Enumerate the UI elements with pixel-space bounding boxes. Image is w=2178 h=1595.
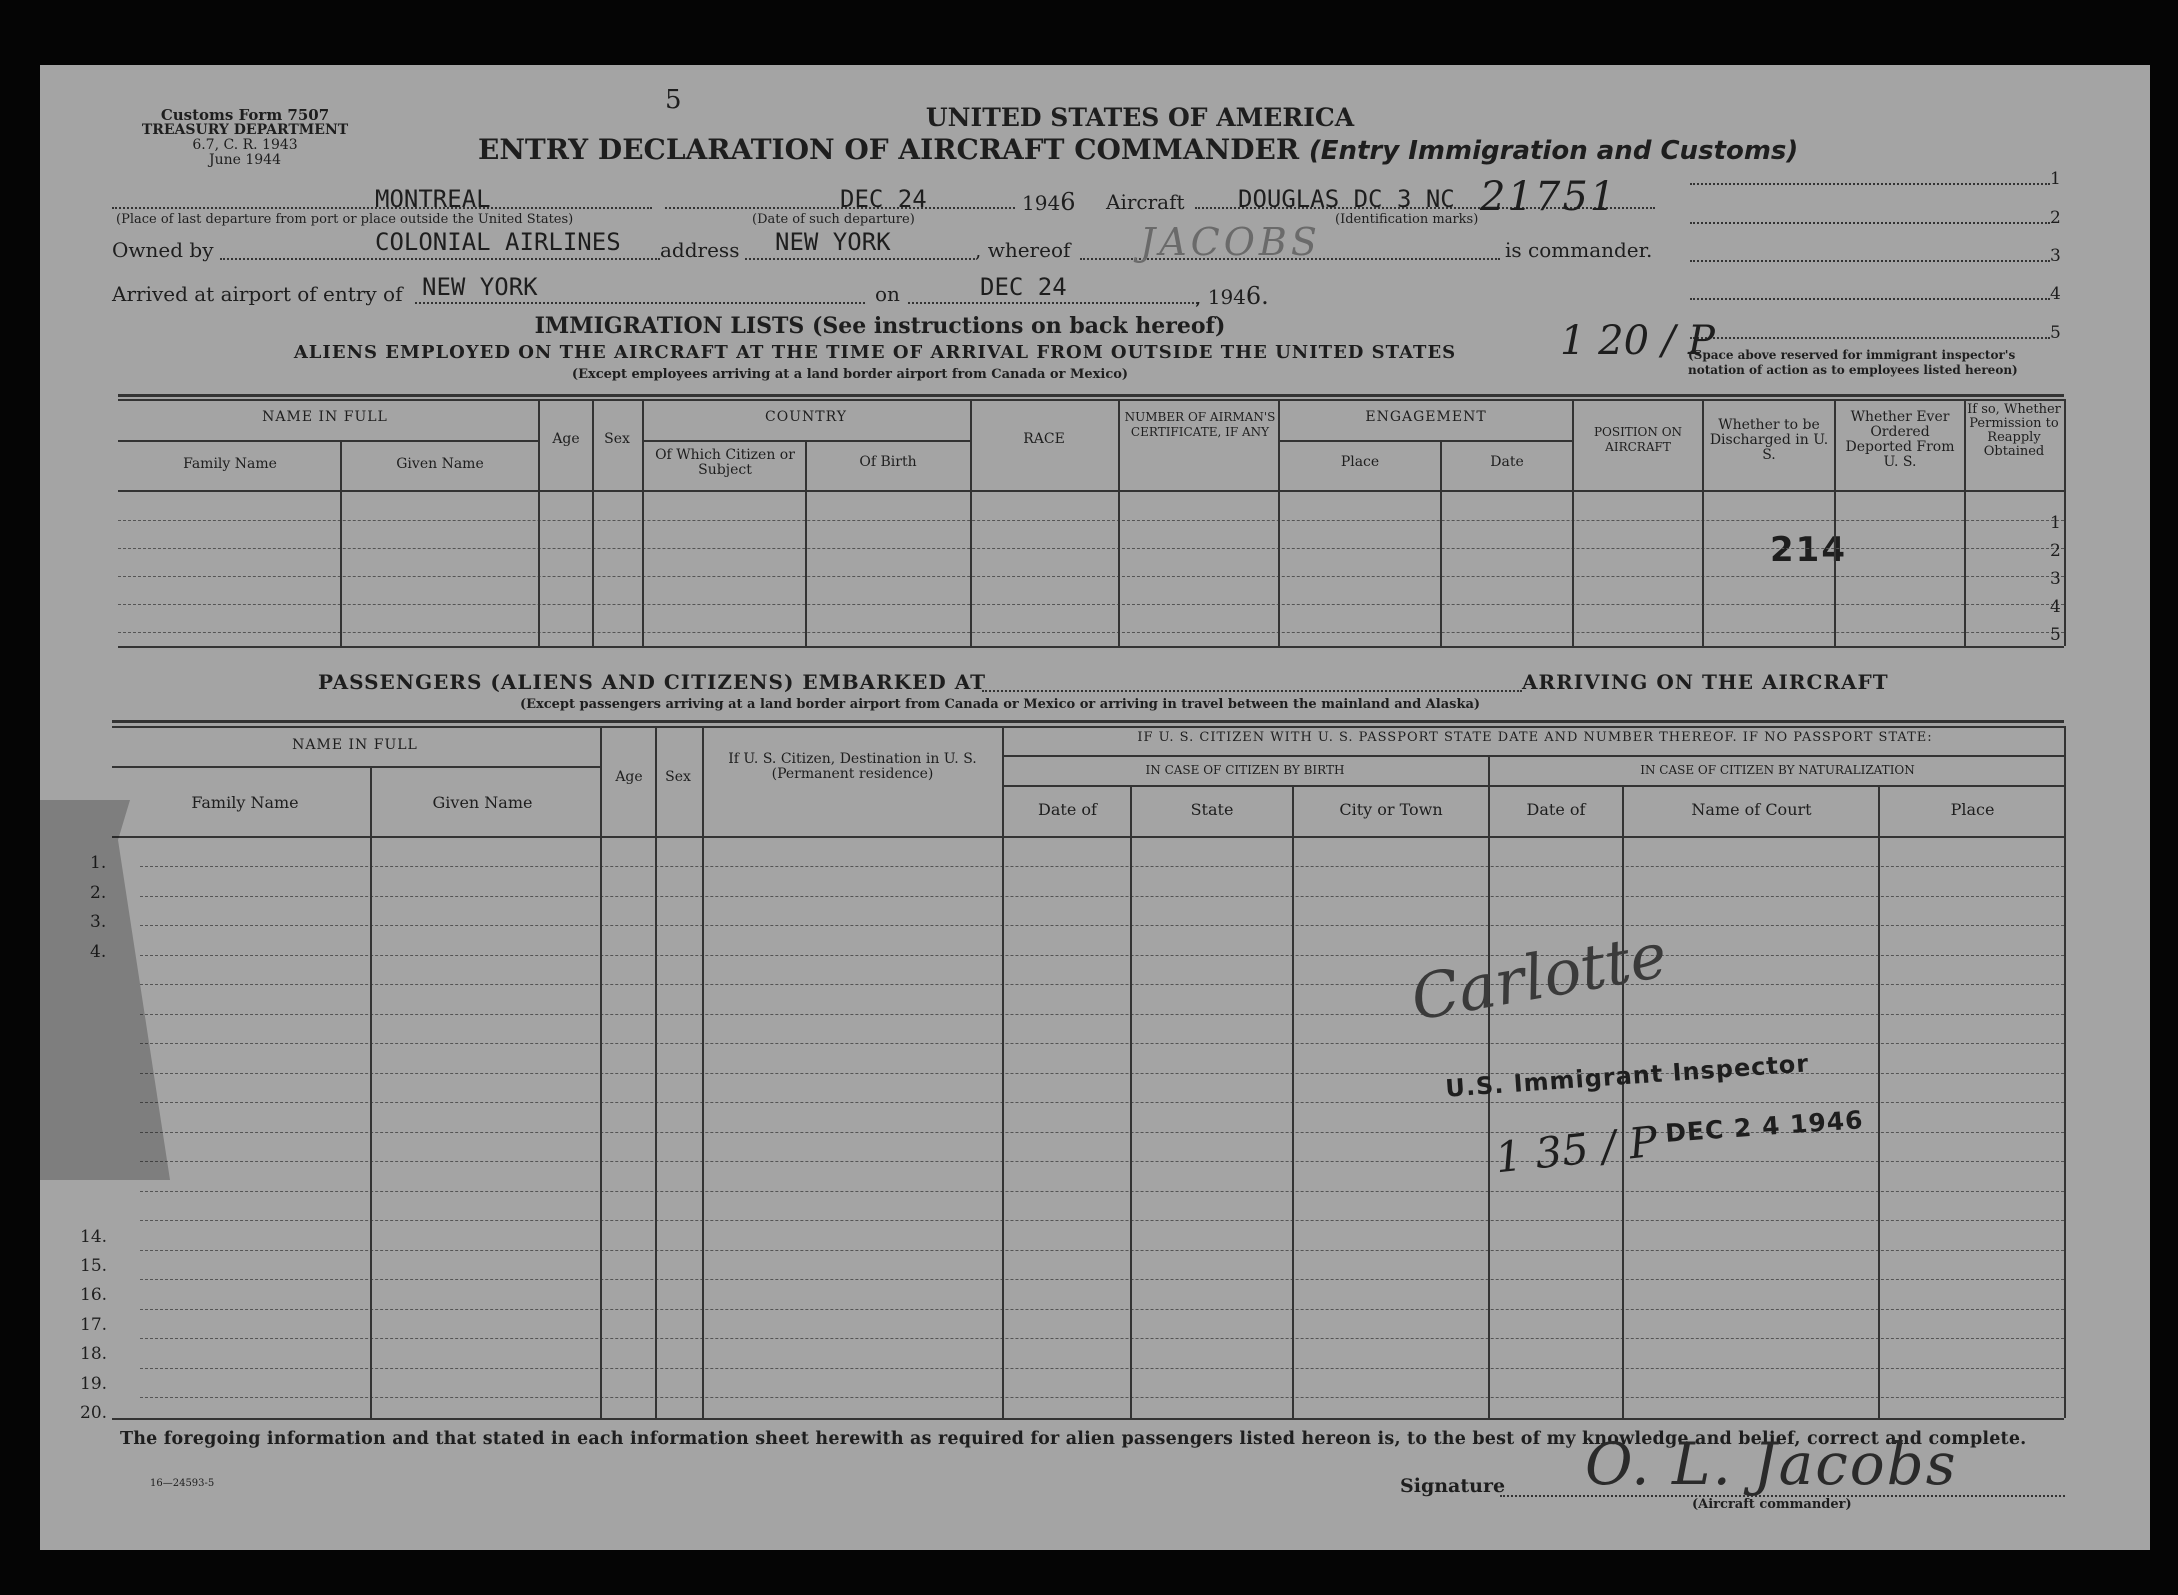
header-citizen-of: Of Which Citizen or Subject — [655, 447, 795, 478]
header-engagement-date: Date — [1490, 454, 1524, 470]
column-rule — [642, 399, 644, 646]
arrived-label: Arrived at airport of entry of — [112, 282, 403, 306]
column-rule — [592, 399, 594, 646]
row-number: 4 — [2050, 597, 2061, 617]
column-rule — [1702, 399, 1704, 646]
passengers-subnote: (Except passengers arriving at a land border airport from Canada or Mexico or arriving in travel between the mainland and Alaska) — [519, 697, 1481, 712]
column-rule — [538, 399, 540, 646]
row-number: 2 — [2050, 541, 2061, 561]
header-permission: If so, Whether Permission to Reapply Obtained — [1967, 402, 2061, 459]
immigration-subnote: (Except employees arriving at a land border airport from Canada or Mexico) — [571, 367, 1129, 382]
row-number: 20. — [80, 1403, 108, 1423]
aircraft-caption: (Identification marks) — [1335, 212, 1479, 227]
table-row — [140, 1309, 2064, 1310]
header-given-name: Given Name — [396, 456, 484, 472]
table-row — [140, 1338, 2064, 1339]
header-country-birth: Of Birth — [859, 454, 917, 470]
commander-signature: O. L. Jacobs — [1585, 1430, 1958, 1498]
header-name-in-full: NAME IN FULL — [292, 737, 418, 753]
header-engagement-place: Place — [1340, 454, 1380, 470]
column-rule — [702, 726, 704, 1418]
table-row — [140, 1043, 2064, 1044]
header-bottom-rule — [118, 490, 2064, 492]
form-id-block — [100, 108, 390, 168]
row-number: 1 — [2050, 513, 2061, 533]
table-top-rule — [118, 399, 2064, 401]
subheader-rule — [1280, 440, 1572, 442]
header-court: Name of Court — [1691, 800, 1812, 819]
arrival-airport: NEW YORK — [422, 273, 538, 301]
table-row — [140, 984, 2064, 985]
reserved-line-number: 3 — [2050, 246, 2061, 266]
aircraft-label: Aircraft — [1106, 190, 1185, 214]
table-row — [140, 1014, 2064, 1015]
reserved-line — [1690, 260, 2050, 262]
row-number: 2. — [90, 883, 107, 903]
header-sex: Sex — [665, 769, 691, 785]
address-line — [745, 258, 975, 260]
row-number: 19. — [80, 1374, 108, 1394]
form-title-main: ENTRY DECLARATION OF AIRCRAFT COMMANDER — [478, 133, 1300, 166]
owner: COLONIAL AIRLINES — [375, 228, 621, 256]
form-id-line: Customs Form 7507 — [160, 106, 330, 124]
column-rule — [2064, 726, 2066, 1418]
signature-label: Signature — [1400, 1475, 1506, 1497]
header-given-name: Given Name — [432, 793, 533, 812]
header-discharged: Whether to be Discharged in U. S. — [1709, 417, 1829, 463]
column-rule — [1572, 399, 1574, 646]
departure-place: MONTREAL — [375, 185, 491, 213]
table-row — [118, 604, 2064, 605]
row-number: 18. — [80, 1344, 108, 1364]
year-prefix: 194 — [1022, 191, 1061, 215]
table-row — [140, 1397, 2064, 1398]
reserved-line — [1690, 222, 2050, 224]
commander-suffix: is commander. — [1505, 238, 1653, 262]
country-title: UNITED STATES OF AMERICA — [925, 103, 1355, 132]
header-bottom-rule — [112, 836, 2064, 838]
torn-edge — [40, 800, 180, 1220]
subheader-rule — [642, 440, 972, 442]
table-top-rule — [112, 720, 2064, 723]
immigration-subtitle: ALIENS EMPLOYED ON THE AIRCRAFT AT THE TIME OF ARRIVAL FROM OUTSIDE THE UNITED STATES — [293, 342, 1457, 363]
reserved-line-number: 4 — [2050, 284, 2061, 304]
subheader-rule — [112, 766, 600, 768]
table-row — [140, 1279, 2064, 1280]
arrival-date: DEC 24 — [980, 273, 1067, 301]
arrival-year-prefix: , 194 — [1195, 285, 1246, 309]
immigration-handwritten-mark: 1 20 / P — [1560, 318, 1715, 364]
reserved-line-number: 1 — [2050, 169, 2061, 189]
row-number: 3 — [2050, 569, 2061, 589]
whereof-label: , whereof — [975, 238, 1071, 262]
stamp-number: 214 — [1770, 530, 1847, 570]
header-airman-certificate: NUMBER OF AIRMAN'S CERTIFICATE, IF ANY — [1124, 410, 1276, 439]
address: NEW YORK — [775, 228, 891, 256]
reserved-line — [1690, 337, 2050, 339]
header-place: Place — [1950, 800, 1995, 819]
row-number: 4. — [90, 942, 107, 962]
header-passport: IF U. S. CITIZEN WITH U. S. PASSPORT STATE DATE AND NUMBER THEREOF. IF NO PASSPORT STATE: — [1137, 730, 1933, 745]
passengers-handwritten-mark: 1 35 / P — [1492, 1116, 1660, 1183]
column-rule — [1622, 785, 1624, 1418]
arrival-year — [1195, 282, 1269, 310]
reserved-line — [1690, 298, 2050, 300]
header-age: Age — [552, 431, 580, 447]
row-number: 16. — [80, 1285, 108, 1305]
table-row — [140, 1250, 2064, 1251]
table-row — [140, 896, 2064, 897]
header-position: POSITION ON AIRCRAFT — [1593, 425, 1683, 454]
form-title — [478, 133, 1798, 166]
column-rule — [805, 440, 807, 646]
column-rule — [1118, 399, 1120, 646]
header-sex: Sex — [604, 431, 630, 447]
subheader-rule — [1002, 785, 2064, 787]
row-number: 15. — [80, 1256, 108, 1276]
table-row — [140, 1161, 2064, 1162]
year-digit: 6 — [1060, 188, 1076, 216]
column-rule — [1292, 785, 1294, 1418]
arrival-airport-line — [415, 302, 865, 304]
table-row — [118, 520, 2064, 521]
aircraft-number: 21751 — [1480, 174, 1618, 220]
header-date-of: Date of — [1038, 800, 1097, 819]
reserved-note: (Space above reserved for immigrant inspector's notation of action as to employees listed hereon) — [1688, 348, 2018, 377]
form-id-line: June 1944 — [208, 152, 281, 168]
reserved-line — [1690, 183, 2050, 185]
table-row — [140, 1220, 2064, 1221]
passengers-title-left: PASSENGERS (ALIENS AND CITIZENS) EMBARKED AT — [318, 670, 987, 694]
column-rule — [1440, 440, 1442, 646]
table-row — [118, 548, 2064, 549]
table-bottom-rule — [118, 646, 2064, 648]
commander: JACOBS — [1140, 220, 1321, 264]
header-family-name: Family Name — [183, 456, 277, 472]
row-number: 5 — [2050, 625, 2061, 645]
departure-year — [1022, 188, 1075, 216]
reserved-line-number: 2 — [2050, 208, 2061, 228]
owner-line — [220, 258, 660, 260]
header-name-in-full: NAME IN FULL — [262, 409, 388, 425]
table-row — [140, 1191, 2064, 1192]
owned-by-label: Owned by — [112, 238, 214, 262]
column-rule — [1278, 399, 1280, 646]
header-destination: If U. S. Citizen, Destination in U. S. (Permanent residence) — [728, 751, 977, 782]
embarked-at-line — [982, 690, 1522, 692]
departure-place-caption: (Place of last departure from port or place outside the United States) — [116, 212, 574, 227]
column-rule — [1834, 399, 1836, 646]
address-label: address — [660, 238, 740, 262]
row-number: 1. — [90, 853, 107, 873]
table-row — [118, 632, 2064, 633]
header-deported: Whether Ever Ordered Deported From U. S. — [1845, 409, 1955, 470]
subheader-rule — [1002, 755, 2064, 757]
column-rule — [1002, 726, 1004, 1418]
inspector-stamp-date: DEC 2 4 1946 — [1664, 1105, 1865, 1148]
table-top-rule — [112, 726, 2064, 728]
header-state: State — [1190, 800, 1234, 819]
on-label: on — [875, 282, 900, 306]
page-number: 5 — [665, 85, 682, 115]
header-race: RACE — [1023, 431, 1065, 447]
form-id-line: 6.7, C. R. 1943 — [192, 137, 298, 153]
row-number: 3. — [90, 912, 107, 932]
departure-date-caption: (Date of such departure) — [752, 212, 915, 227]
row-number: 17. — [80, 1315, 108, 1335]
header-date-of-naturalization: Date of — [1526, 800, 1586, 819]
header-city: City or Town — [1339, 800, 1443, 819]
column-rule — [1130, 785, 1132, 1418]
table-row — [140, 925, 2064, 926]
signature-caption: (Aircraft commander) — [1692, 1497, 1852, 1512]
header-citizen-naturalization: IN CASE OF CITIZEN BY NATURALIZATION — [1640, 763, 1915, 777]
table-top-rule — [118, 394, 2064, 397]
header-country: COUNTRY — [765, 409, 847, 425]
column-rule — [655, 726, 657, 1418]
table-row — [140, 955, 2064, 956]
reserved-line-number: 5 — [2050, 323, 2061, 343]
form-title-sub: (Entry Immigration and Customs) — [1308, 136, 1799, 166]
column-rule — [970, 399, 972, 646]
inspector-signature: Carlotte — [1405, 918, 1673, 1035]
table-row — [140, 1102, 2064, 1103]
form-id-line: TREASURY DEPARTMENT — [141, 122, 349, 138]
inspector-title: U.S. Immigrant Inspector — [1444, 1049, 1810, 1103]
column-rule — [2064, 399, 2066, 646]
header-engagement: ENGAGEMENT — [1365, 409, 1487, 425]
passengers-title-right: ARRIVING ON THE AIRCRAFT — [1522, 670, 1889, 694]
header-citizen-birth: IN CASE OF CITIZEN BY BIRTH — [1145, 763, 1345, 777]
departure-date: DEC 24 — [840, 185, 927, 213]
subheader-rule — [118, 440, 538, 442]
column-rule — [1964, 399, 1966, 646]
row-number: 14. — [80, 1227, 108, 1247]
immigration-title: IMMIGRATION LISTS (See instructions on back hereof) — [534, 313, 1226, 339]
header-age: Age — [615, 769, 643, 785]
aircraft-id: DOUGLAS DC 3 NC — [1238, 185, 1455, 213]
arrival-year-digit: 6. — [1245, 282, 1269, 310]
column-rule — [340, 440, 342, 646]
column-rule — [1878, 785, 1880, 1418]
column-rule — [370, 766, 372, 1418]
declaration-text: The foregoing information and that stated in each information sheet herewith as required for alien passengers listed hereon is, to the best of my knowledge and belief, correct and complete. — [120, 1429, 2027, 1449]
column-rule — [600, 726, 602, 1418]
arrival-date-line — [908, 302, 1198, 304]
table-bottom-rule — [112, 1418, 2064, 1420]
header-family-name: Family Name — [191, 793, 299, 812]
print-code: 16—24593-5 — [150, 1478, 215, 1489]
table-row — [118, 576, 2064, 577]
table-row — [140, 866, 2064, 867]
table-row — [140, 1368, 2064, 1369]
